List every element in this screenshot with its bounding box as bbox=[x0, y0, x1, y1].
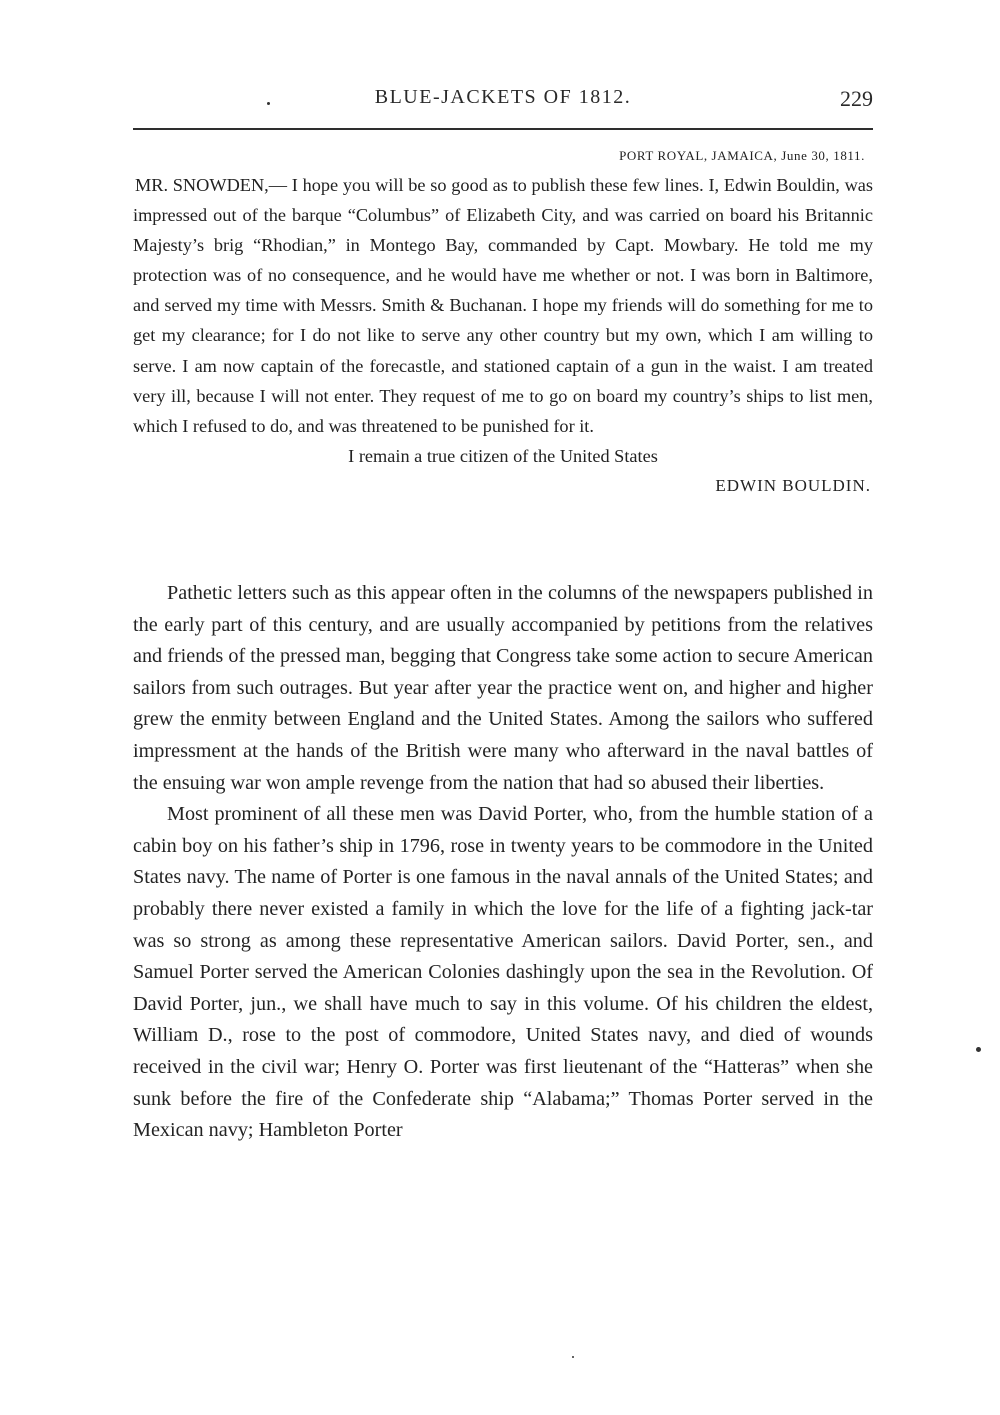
scan-speck bbox=[976, 1047, 981, 1052]
letter-text: — I hope you will be so good as to publish these few lines. I, Edwin Bouldin, was impressed out of the barque “Columbus” of Elizabeth City, and was carried on board his Britannic Majesty’s brig “Rhodian,” in Montego Bay, commanded by Capt. Mowbary. He told me my protection was of no consequence, and he would have me whether or not. I was born in Baltimore, and served my time with Messrs. Smith & Buchanan. I hope my friends will do something for me to get my clearance; for I do not like to serve any other country but my own, which I am willing to serve. I am now captain of the forecastle, and stationed captain of a gun in the waist. I am treated very ill, because I will not enter. They request of me to go on board my country’s ships to list men, which I refused to do, and was threatened to be punished for it. bbox=[133, 175, 874, 436]
paragraph: Most prominent of all these men was David Porter, who, from the humble station of a cabin boy on his father’s ship in 1796, rose in twenty years to be commodore in the United States navy. The name of Porter is one famous in the naval annals of the United States; and probably there never existed a family in which the love for the life of a fighting jack-tar was so strong as among these representative American sailors. David Porter, sen., and Samuel Porter served the American Colonies dashingly upon the sea in the Revolution. Of David Porter, jun., we shall have much to say in this volume. Of his children the eldest, William D., rose to the post of commodore, United States navy, and died of wounds received in the civil war; Henry O. Porter was first lieutenant of the “Hatteras” when she sunk before the fire of the Confederate ship “Alabama;” Thomas Porter served in the Mexican navy; Hambleton Porter bbox=[133, 803, 873, 1142]
letter-closing: I remain a true citizen of the United States bbox=[348, 445, 658, 466]
letter-dateline: PORT ROYAL, JAMAICA, June 30, 1811. bbox=[619, 148, 865, 163]
quoted-letter bbox=[133, 146, 873, 501]
running-head bbox=[133, 86, 873, 116]
letter-salutation: MR. SNOWDEN, bbox=[135, 175, 269, 195]
letter-body bbox=[133, 170, 873, 441]
scan-speck bbox=[572, 1356, 574, 1358]
header-rule bbox=[133, 128, 873, 130]
scan-speck bbox=[267, 102, 270, 105]
running-title: BLUE-JACKETS OF 1812. bbox=[374, 86, 632, 108]
page-number: 229 bbox=[840, 86, 873, 111]
narrative-text bbox=[133, 578, 873, 1147]
letter-signature: EDWIN BOULDIN. bbox=[715, 475, 871, 495]
paragraph: Pathetic letters such as this appear often in the columns of the newspapers published in the early part of this century, and are usually accompanied by petitions from the relatives and friends of the pressed man, begging that Congress take some action to secure American sailors from such outrages. But year after year the practice went on, and higher and higher grew the enmity between England and the United States. Among the sailors who suffered impressment at the hands of the British were many who afterward in the naval battles of the ensuing war won ample revenge from the nation that had so abused their liberties. bbox=[133, 582, 873, 794]
